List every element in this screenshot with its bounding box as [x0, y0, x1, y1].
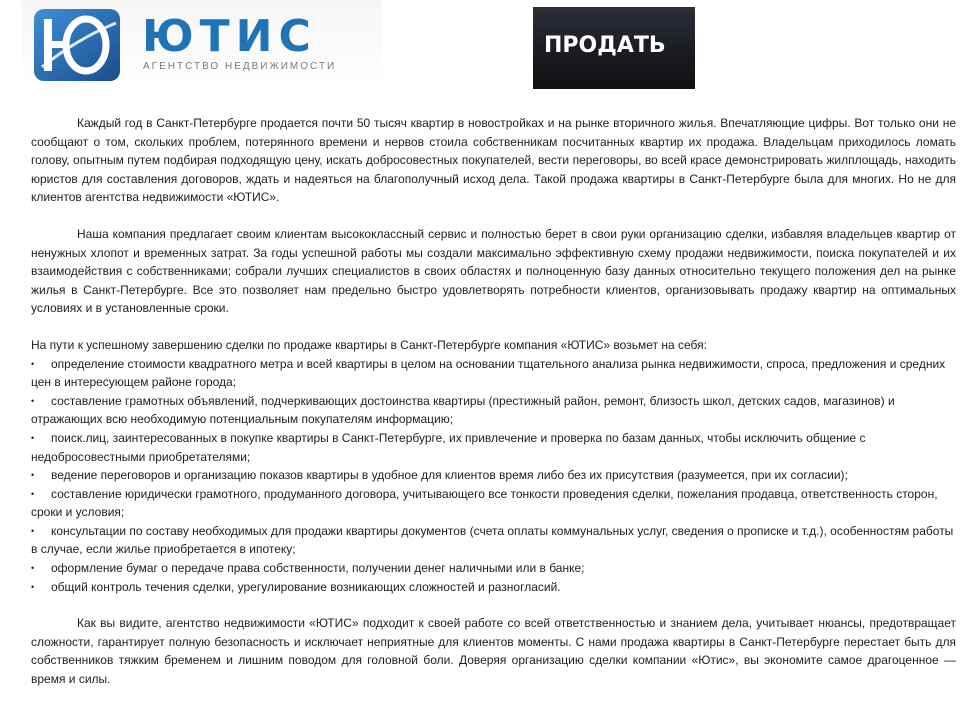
list-item — [31, 355, 956, 392]
list-item-text: общий контроль течения сделки, урегулирование возникающих сложностей и разногласий. — [51, 579, 561, 594]
article-paragraph-2: Наша компания предлагает своим клиентам высококлассный сервис и полностью берет в свои руки организацию сделки, избавляя владельцев квартир от ненужных хлопот и временных затрат. За годы успешной работы мы создали максимально эффективную схему продажи недвижимости, поиска покупателей и их взаимодействия с собственниками; собрали лучших специалистов в своих областях и полноценную базу данных относительно текущего положения дел на рынке жилья в Санкт-Петербурге. Все это позволяет нам предельно быстро удовлетворять потребности клиентов, организовывать продажу квартир на оптимальных условиях и в установленные сроки. — [31, 226, 956, 316]
article-paragraph-3: Как вы видите, агентство недвижимости «ЮТИС» подходит к своей работе со всей ответственностью и знанием дела, учитывает нюансы, предотвращает сложности, гарантирует полную безопасность и исключает неприятные для клиентов моменты. С нами продажа квартиры в Санкт-Петербурге перестает быть для собственников тяжким бременем и лишним поводом для головной боли. Доверяя организацию сделки компании «Ютис», вы экономите самое драгоценное — время и силы. — [31, 616, 956, 687]
list-item-text: поиск.лиц, заинтересованных в покупке квартиры в Санкт-Петербурге, их привлечение и проверка по базам данных, чтобы исключить общение с недобросовестными приобретателями; — [31, 430, 866, 464]
bullet-icon: • — [31, 470, 35, 481]
list-item-text: составление юридически грамотного, продуманного договора, учитывающего все тонкости проведения сделки, пожелания продавца, ответственность сторон, сроки и условия; — [31, 486, 938, 520]
bullet-icon: • — [31, 358, 35, 369]
logo-name: ЮТИС — [142, 11, 317, 62]
article-paragraph-1: Каждый год в Санкт-Петербурге продается почти 50 тысяч квартир в новостройках и на рынке вторичного жилья. Впечатляющие цифры. Вот только они не сообщают о том, скольких проблем, потерянного времени и нервов стоила собственникам посчитанных квартир их продажа. Владельцам приходилось ломать голову, опытным путем подбирая подходящую цену, искать добросовестных покупателей, вести переговоры, во всей красе демонстрировать жилплощадь, находить юристов для составления договоров, ждать и надеяться на благополучный исход дела. Такой продажа квартиры в Санкт-Петербурге была для многих. Но не для клиентов агентства недвижимости «ЮТИС». — [31, 116, 956, 205]
header — [0, 0, 978, 100]
list-item-text: консультации по составу необходимых для продажи квартиры документов (счета оплаты коммунальных услуг, сведения о прописке и т.д.), особенностям работы в случае, если жилье приобретается в ипотеку; — [31, 523, 954, 557]
list-item — [31, 559, 956, 578]
list-item-text: составление грамотных объявлений, подчеркивающих достоинства квартиры (престижный район, ремонт, близость школ, детских садов, магазинов) и отражающих всю необходимую потенциальным покупателям информацию; — [31, 393, 895, 427]
bullet-icon: • — [31, 432, 35, 443]
services-list — [31, 355, 956, 597]
bullet-icon: • — [31, 525, 35, 536]
list-item — [31, 578, 956, 597]
list-item — [31, 429, 956, 466]
list-item-text: ведение переговоров и организацию показов квартиры в удобное для клиентов время либо без их присутствия (разумеется, при их согласии); — [51, 468, 848, 483]
list-item — [31, 466, 956, 485]
sell-button[interactable]: ПРОДАТЬ — [533, 7, 695, 89]
bullet-icon: • — [31, 395, 35, 406]
list-item-text: определение стоимости квадратного метра и всей квартиры в целом на основании тщательного анализа рынка недвижимости, спроса, предложения и средних цен в интересующем районе города; — [31, 356, 946, 390]
bullet-icon: • — [31, 563, 35, 574]
logo-tagline: АГЕНТСТВО НЕДВИЖИМОСТИ — [143, 61, 337, 72]
logo-emblem-icon — [34, 9, 120, 81]
list-item-text: оформление бумаг о передаче права собственности, получении денег наличными или в банке; — [51, 561, 585, 576]
article — [31, 114, 956, 689]
list-item — [31, 485, 956, 522]
logo[interactable] — [22, 0, 382, 90]
bullet-icon: • — [31, 488, 35, 499]
bullet-icon: • — [31, 581, 35, 592]
list-item — [31, 392, 956, 429]
list-item — [31, 522, 956, 559]
services-list-intro: На пути к успешному завершению сделки по продаже квартиры в Санкт-Петербурге компания «ЮТИС» возьмет на себя: — [31, 337, 707, 352]
